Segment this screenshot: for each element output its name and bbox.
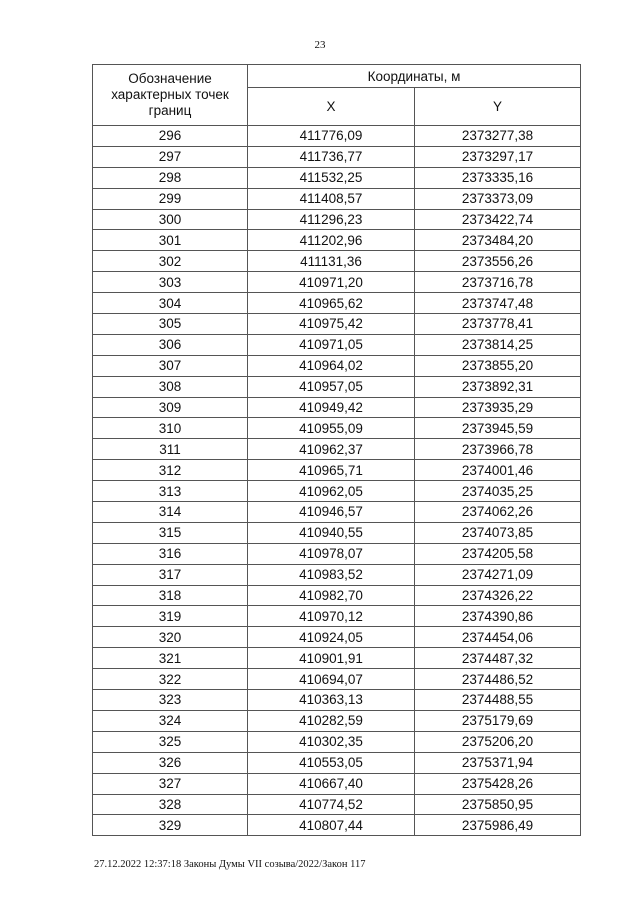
header-coordinates: Координаты, м xyxy=(248,65,581,88)
point-number-cell: 306 xyxy=(93,334,248,355)
table-row xyxy=(93,752,581,773)
y-coordinate-cell: 2374062,26 xyxy=(415,502,581,523)
point-number-cell: 318 xyxy=(93,585,248,606)
table-row xyxy=(93,585,581,606)
table-row xyxy=(93,481,581,502)
point-number-cell: 328 xyxy=(93,794,248,815)
table-row xyxy=(93,272,581,293)
y-coordinate-cell: 2374454,06 xyxy=(415,627,581,648)
y-coordinate-cell: 2373935,29 xyxy=(415,397,581,418)
table-row xyxy=(93,355,581,376)
x-coordinate-cell: 410971,05 xyxy=(248,334,415,355)
document-footer: 27.12.2022 12:37:18 Законы Думы VII созыва/2022/Закон 117 xyxy=(94,859,366,870)
table-row xyxy=(93,314,581,335)
y-coordinate-cell: 2375371,94 xyxy=(415,752,581,773)
table-body xyxy=(93,126,581,836)
y-coordinate-cell: 2375179,69 xyxy=(415,710,581,731)
y-coordinate-cell: 2373556,26 xyxy=(415,251,581,272)
y-coordinate-cell: 2374073,85 xyxy=(415,522,581,543)
point-number-cell: 302 xyxy=(93,251,248,272)
x-coordinate-cell: 410302,35 xyxy=(248,731,415,752)
table-row xyxy=(93,439,581,460)
x-coordinate-cell: 410978,07 xyxy=(248,543,415,564)
y-coordinate-cell: 2373747,48 xyxy=(415,293,581,314)
x-coordinate-cell: 410363,13 xyxy=(248,690,415,711)
x-coordinate-cell: 410965,62 xyxy=(248,293,415,314)
point-number-cell: 296 xyxy=(93,126,248,147)
point-number-cell: 298 xyxy=(93,167,248,188)
table-row xyxy=(93,376,581,397)
x-coordinate-cell: 411131,36 xyxy=(248,251,415,272)
table-row xyxy=(93,564,581,585)
y-coordinate-cell: 2373778,41 xyxy=(415,314,581,335)
x-coordinate-cell: 411202,96 xyxy=(248,230,415,251)
point-number-cell: 317 xyxy=(93,564,248,585)
x-coordinate-cell: 411296,23 xyxy=(248,209,415,230)
table-row xyxy=(93,606,581,627)
y-coordinate-cell: 2374390,86 xyxy=(415,606,581,627)
y-coordinate-cell: 2375206,20 xyxy=(415,731,581,752)
x-coordinate-cell: 410553,05 xyxy=(248,752,415,773)
point-number-cell: 297 xyxy=(93,146,248,167)
point-number-cell: 305 xyxy=(93,314,248,335)
point-number-cell: 307 xyxy=(93,355,248,376)
x-coordinate-cell: 410970,12 xyxy=(248,606,415,627)
x-coordinate-cell: 410962,05 xyxy=(248,481,415,502)
x-coordinate-cell: 410667,40 xyxy=(248,773,415,794)
table-row xyxy=(93,460,581,481)
table-row xyxy=(93,731,581,752)
x-coordinate-cell: 410774,52 xyxy=(248,794,415,815)
x-coordinate-cell: 411532,25 xyxy=(248,167,415,188)
x-coordinate-cell: 410694,07 xyxy=(248,669,415,690)
y-coordinate-cell: 2373966,78 xyxy=(415,439,581,460)
x-coordinate-cell: 410975,42 xyxy=(248,314,415,335)
x-coordinate-cell: 410965,71 xyxy=(248,460,415,481)
x-coordinate-cell: 410807,44 xyxy=(248,815,415,836)
x-coordinate-cell: 410964,02 xyxy=(248,355,415,376)
point-number-cell: 314 xyxy=(93,502,248,523)
table-row xyxy=(93,669,581,690)
table-row xyxy=(93,522,581,543)
table-row xyxy=(93,648,581,669)
point-number-cell: 309 xyxy=(93,397,248,418)
x-coordinate-cell: 410971,20 xyxy=(248,272,415,293)
x-coordinate-cell: 410946,57 xyxy=(248,502,415,523)
x-coordinate-cell: 410949,42 xyxy=(248,397,415,418)
header-x: X xyxy=(248,88,415,126)
y-coordinate-cell: 2373814,25 xyxy=(415,334,581,355)
point-number-cell: 310 xyxy=(93,418,248,439)
x-coordinate-cell: 411776,09 xyxy=(248,126,415,147)
point-number-cell: 321 xyxy=(93,648,248,669)
point-number-cell: 325 xyxy=(93,731,248,752)
y-coordinate-cell: 2373716,78 xyxy=(415,272,581,293)
point-number-cell: 329 xyxy=(93,815,248,836)
x-coordinate-cell: 410924,05 xyxy=(248,627,415,648)
point-number-cell: 303 xyxy=(93,272,248,293)
y-coordinate-cell: 2374488,55 xyxy=(415,690,581,711)
point-number-cell: 323 xyxy=(93,690,248,711)
y-coordinate-cell: 2373335,16 xyxy=(415,167,581,188)
table-row xyxy=(93,251,581,272)
point-number-cell: 299 xyxy=(93,188,248,209)
point-number-cell: 326 xyxy=(93,752,248,773)
y-coordinate-cell: 2373297,17 xyxy=(415,146,581,167)
table-row xyxy=(93,167,581,188)
y-coordinate-cell: 2373892,31 xyxy=(415,376,581,397)
point-number-cell: 312 xyxy=(93,460,248,481)
y-coordinate-cell: 2373373,09 xyxy=(415,188,581,209)
x-coordinate-cell: 411408,57 xyxy=(248,188,415,209)
table-row xyxy=(93,188,581,209)
table-row xyxy=(93,690,581,711)
x-coordinate-cell: 410901,91 xyxy=(248,648,415,669)
table-row xyxy=(93,334,581,355)
table-row xyxy=(93,627,581,648)
x-coordinate-cell: 410955,09 xyxy=(248,418,415,439)
y-coordinate-cell: 2373855,20 xyxy=(415,355,581,376)
y-coordinate-cell: 2374271,09 xyxy=(415,564,581,585)
point-number-cell: 300 xyxy=(93,209,248,230)
y-coordinate-cell: 2374486,52 xyxy=(415,669,581,690)
point-number-cell: 327 xyxy=(93,773,248,794)
point-number-cell: 311 xyxy=(93,439,248,460)
table-row xyxy=(93,773,581,794)
point-number-cell: 308 xyxy=(93,376,248,397)
point-number-cell: 304 xyxy=(93,293,248,314)
y-coordinate-cell: 2375428,26 xyxy=(415,773,581,794)
table-row xyxy=(93,418,581,439)
page-number: 23 xyxy=(314,39,326,51)
header-y: Y xyxy=(415,88,581,126)
point-number-cell: 319 xyxy=(93,606,248,627)
x-coordinate-cell: 411736,77 xyxy=(248,146,415,167)
point-number-cell: 301 xyxy=(93,230,248,251)
point-number-cell: 316 xyxy=(93,543,248,564)
x-coordinate-cell: 410957,05 xyxy=(248,376,415,397)
x-coordinate-cell: 410982,70 xyxy=(248,585,415,606)
table-row xyxy=(93,146,581,167)
y-coordinate-cell: 2374001,46 xyxy=(415,460,581,481)
y-coordinate-cell: 2375850,95 xyxy=(415,794,581,815)
point-number-cell: 315 xyxy=(93,522,248,543)
y-coordinate-cell: 2373945,59 xyxy=(415,418,581,439)
x-coordinate-cell: 410282,59 xyxy=(248,710,415,731)
table-row xyxy=(93,502,581,523)
y-coordinate-cell: 2374035,25 xyxy=(415,481,581,502)
table-row xyxy=(93,815,581,836)
header-point-designation: Обозначение характерных точек границ xyxy=(93,65,248,126)
y-coordinate-cell: 2374205,58 xyxy=(415,543,581,564)
point-number-cell: 313 xyxy=(93,481,248,502)
table-row xyxy=(93,543,581,564)
table-row xyxy=(93,397,581,418)
y-coordinate-cell: 2373277,38 xyxy=(415,126,581,147)
y-coordinate-cell: 2373484,20 xyxy=(415,230,581,251)
x-coordinate-cell: 410962,37 xyxy=(248,439,415,460)
x-coordinate-cell: 410983,52 xyxy=(248,564,415,585)
point-number-cell: 324 xyxy=(93,710,248,731)
y-coordinate-cell: 2374487,32 xyxy=(415,648,581,669)
table-row xyxy=(93,126,581,147)
coordinates-table xyxy=(92,64,581,836)
x-coordinate-cell: 410940,55 xyxy=(248,522,415,543)
point-number-cell: 322 xyxy=(93,669,248,690)
y-coordinate-cell: 2374326,22 xyxy=(415,585,581,606)
point-number-cell: 320 xyxy=(93,627,248,648)
table-row xyxy=(93,794,581,815)
y-coordinate-cell: 2375986,49 xyxy=(415,815,581,836)
table-row xyxy=(93,209,581,230)
table-row xyxy=(93,293,581,314)
table-row xyxy=(93,230,581,251)
table-row xyxy=(93,710,581,731)
y-coordinate-cell: 2373422,74 xyxy=(415,209,581,230)
